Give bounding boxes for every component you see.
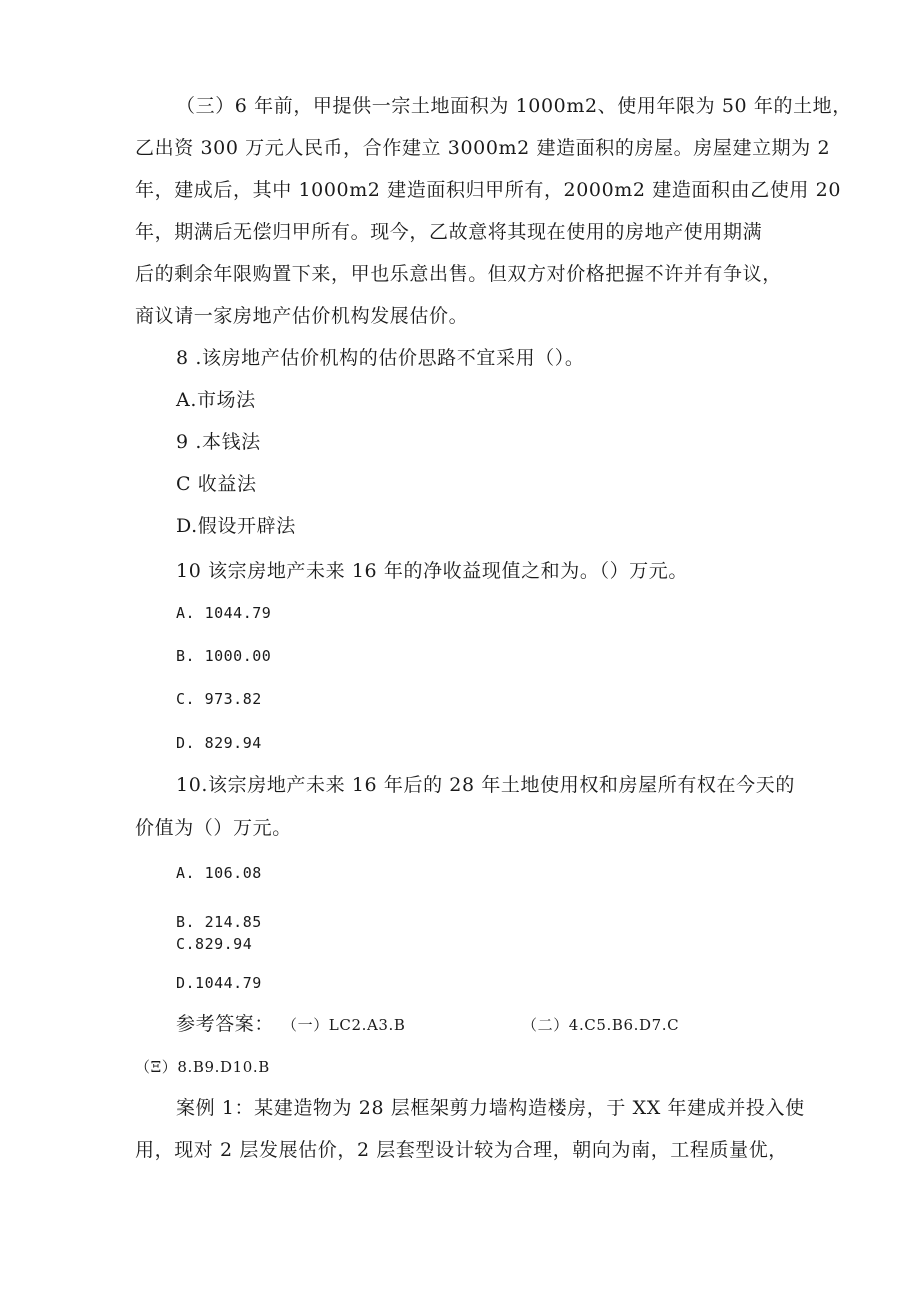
- question-10b-line-1: 10.该宗房地产未来 16 年后的 28 年土地使用权和房屋所有权在今天的: [176, 774, 795, 796]
- intro-line-5: 后的剩余年限购置下来，甲也乐意出售。但双方对价格把握不许并有争议，: [135, 263, 782, 285]
- answers-part-2: （二）4.C5.B6.D7.C: [522, 1016, 680, 1034]
- answers-part-1: （一）LC2.A3.B: [282, 1016, 406, 1034]
- intro-line-1: （三）6 年前，甲提供一宗土地面积为 1000m2、使用年限为 50 年的土地，: [176, 95, 852, 117]
- q10b-option-b: B. 214.85: [176, 913, 262, 931]
- intro-line-3: 年，建成后，其中 1000m2 建造面积归甲所有，2000m2 建造面积由乙使用 20: [135, 179, 842, 201]
- intro-line-2: 乙出资 300 万元人民币，合作建立 3000m2 建造面积的房屋。房屋建立期为 2: [135, 137, 831, 159]
- q8-option-c: C 收益法: [176, 473, 257, 495]
- case1-line-1: 案例 1：某建造物为 28 层框架剪力墙构造楼房，于 XX 年建成并投入使: [176, 1097, 805, 1119]
- q10a-option-a: A. 1044.79: [176, 604, 272, 622]
- q10b-option-c: C.829.94: [176, 935, 253, 953]
- q8-option-b: 9 .本钱法: [176, 431, 261, 453]
- answers-label: 参考答案：: [176, 1013, 275, 1035]
- question-8: 8 .该房地产估价机构的估价思路不宜采用（）。: [176, 347, 585, 369]
- q10a-option-c: C. 973.82: [176, 690, 262, 708]
- question-10a: 10 该宗房地产未来 16 年的净收益现值之和为。（）万元。: [176, 560, 688, 582]
- case1-line-2: 用，现对 2 层发展估价，2 层套型设计较为合理，朝向为南，工程质量优，: [135, 1139, 788, 1161]
- q8-option-a: A.市场法: [176, 389, 256, 411]
- intro-line-4: 年，期满后无偿归甲所有。现今，乙故意将其现在使用的房地产使用期满: [135, 221, 763, 243]
- q10b-option-d: D.1044.79: [176, 974, 262, 992]
- answers-part-3: （Ξ）8.B9.D10.B: [135, 1058, 270, 1076]
- q10a-option-d: D. 829.94: [176, 734, 262, 752]
- intro-line-6: 商议请一家房地产估价机构发展估价。: [135, 305, 469, 327]
- q8-option-d: D.假设开辟法: [176, 515, 296, 537]
- question-10b-line-2: 价值为（）万元。: [135, 817, 292, 839]
- q10a-option-b: B. 1000.00: [176, 647, 272, 665]
- q10b-option-a: A. 106.08: [176, 864, 262, 882]
